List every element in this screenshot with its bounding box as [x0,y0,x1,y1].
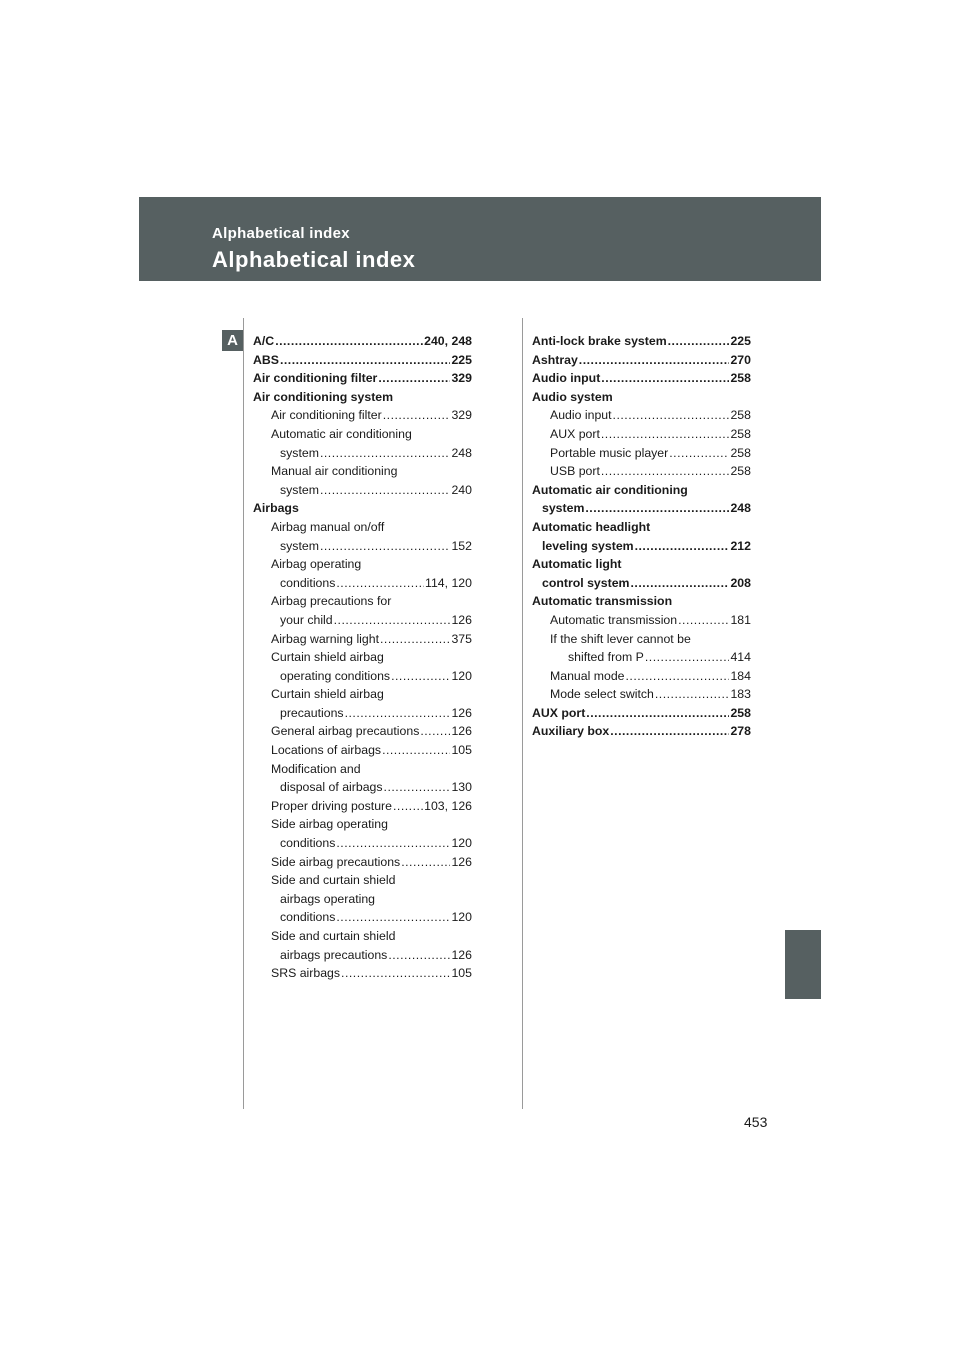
index-entry-page: 114, 120 [425,575,472,590]
index-entry [532,332,751,351]
dot-leader [586,704,729,723]
dot-leader [601,369,729,388]
index-entry-label: Airbag manual on/off [271,519,385,534]
index-entry-page: 329 [451,371,472,386]
index-entry-label: Manual air conditioning [271,464,398,479]
index-entry-page: 240 [451,482,472,497]
dot-leader [601,425,730,444]
dot-leader [585,499,729,518]
index-entry-page: 258 [730,426,751,441]
index-entry-label: If the shift lever cannot be [550,631,691,646]
index-entry-label: conditions [280,910,336,925]
index-entry-label: shifted from P [568,650,644,665]
index-entry-page: 278 [730,724,751,739]
dot-leader [601,462,730,481]
index-entry-label: Automatic transmission [532,594,673,609]
dot-leader [280,351,451,370]
index-entry [532,369,751,388]
index-entry-label: operating conditions [280,668,391,683]
index-entry-label: your child [280,612,333,627]
index-entry-page: 225 [730,334,751,348]
index-entry-label: Automatic air conditioning [532,482,688,497]
index-entry [253,964,472,983]
index-entry-page: 212 [730,538,751,553]
index-entry [253,871,472,890]
index-entry [253,927,472,946]
index-entry-page: 248 [730,501,751,516]
index-entry [532,555,751,574]
dot-leader [275,332,423,351]
index-entry-label: AUX port [532,705,586,720]
index-entry-page: 208 [730,575,751,590]
index-entry-label: Curtain shield airbag [271,650,384,665]
dot-leader [341,964,450,983]
index-entry [253,741,472,760]
index-entry [253,722,472,741]
index-entry-page: 414 [730,650,751,665]
index-entry [532,685,751,704]
page-number: 453 [744,1114,768,1130]
index-entry [253,834,472,853]
dot-leader [320,537,451,556]
index-entry [532,704,751,723]
index-entry [253,797,472,816]
index-entry-page: 184 [730,668,751,683]
index-entry [532,611,751,630]
index-entry-page: 240, 248 [424,334,472,348]
index-entry-label: Proper driving posture [271,798,392,813]
dot-leader [378,369,450,388]
section-letter-badge: A [222,330,243,351]
index-entry [253,815,472,834]
index-entry [253,778,472,797]
dot-leader [380,630,450,649]
index-entry-label: Curtain shield airbag [271,687,384,702]
index-entry-label: Audio system [532,389,613,404]
dot-leader [613,406,730,425]
dot-leader [635,537,730,556]
index-entry [253,704,472,723]
index-entry-label: Side and curtain shield [271,929,396,943]
dot-leader [391,667,450,686]
index-entry [253,611,472,630]
chapter-subtitle: Alphabetical index [212,225,350,242]
dot-leader [388,946,450,965]
index-entry-label: system [280,538,319,553]
index-entry-page: 105 [451,966,472,981]
index-entry-page: 248 [451,445,472,460]
index-entry-page: 258 [730,371,751,386]
index-entry [532,667,751,686]
index-entry-label: Airbag operating [271,557,362,572]
index-entry-label: Air conditioning system [253,389,394,404]
dot-leader [334,611,451,630]
index-entry [253,351,472,370]
index-entry-label: airbags precautions [280,947,388,962]
index-entry [532,388,751,407]
index-entry [532,722,751,741]
dot-leader [668,332,730,351]
index-entry-label: system [280,445,319,460]
index-entry-label: airbags operating [280,891,376,906]
index-entry-page: 105 [451,743,472,758]
index-entry-label: Auxiliary box [532,724,610,739]
dot-leader [420,722,450,741]
index-entry-label: conditions [280,575,336,590]
index-entry-page: 126 [451,612,472,627]
index-entry [532,499,751,518]
index-entry-label: AUX port [550,426,600,441]
index-entry [253,406,472,425]
dot-leader [345,704,451,723]
index-entry-label: General airbag precautions [271,724,420,739]
index-entry [253,630,472,649]
index-entry-page: 126 [451,724,472,739]
index-entry-label: Audio input [550,408,612,423]
page-title: Alphabetical index [212,247,416,272]
dot-leader [320,444,451,463]
index-entry-label: Side and curtain shield [271,873,396,888]
index-entry-label: Ashtray [532,352,578,367]
dot-leader [630,574,729,593]
index-entry-label: A/C [253,334,275,348]
dot-leader [655,685,730,704]
index-entry-page: 126 [451,854,472,869]
index-entry-page: 258 [730,408,751,423]
index-entry [253,499,472,518]
index-entry [253,667,472,686]
index-entry-label: Side airbag operating [271,817,388,832]
index-entry [532,574,751,593]
index-entry-page: 258 [730,464,751,479]
index-entry [253,388,472,407]
index-entry-label: Mode select switch [550,687,654,702]
index-entry [532,444,751,463]
index-entry-page: 130 [451,780,472,795]
index-entry [532,425,751,444]
index-entry-page: 120 [451,910,472,925]
index-column-left [253,332,472,983]
index-entry [532,351,751,370]
dot-leader [401,853,450,872]
index-entry-page: 120 [451,668,472,683]
index-entry-label: Portable music player [550,445,669,460]
index-entry-page: 120 [451,836,472,851]
dot-leader [336,574,424,593]
index-entry [253,444,472,463]
dot-leader [382,741,450,760]
index-entry [253,425,472,444]
index-entry-label: Air conditioning filter [253,371,378,386]
index-entry-label: Air conditioning filter [271,408,382,423]
index-entry-label: Airbag warning light [271,631,380,646]
index-entry-page: 375 [451,631,472,646]
index-entry-label: ABS [253,352,279,367]
dot-leader [626,667,730,686]
column-divider-left [243,318,244,1109]
index-entry-page: 258 [730,705,751,720]
index-entry-label: Audio input [532,371,601,386]
chapter-thumb-tab [785,930,821,999]
index-entry [253,648,472,667]
index-entry [532,537,751,556]
index-entry [532,462,751,481]
index-entry [253,908,472,927]
dot-leader [645,648,730,667]
index-entry-page: 258 [730,445,751,460]
index-entry-label: Anti-lock brake system [532,334,667,348]
index-entry-page: 152 [451,538,472,553]
index-entry [253,853,472,872]
index-entry [253,462,472,481]
index-entry-label: Locations of airbags [271,743,382,758]
index-entry [253,574,472,593]
index-entry [253,592,472,611]
index-entry-label: USB port [550,464,600,479]
index-entry-label: Automatic air conditioning [271,426,412,441]
index-entry [532,518,751,537]
index-entry-label: disposal of airbags [280,780,383,795]
index-entry-label: system [542,501,585,516]
index-entry-page: 329 [451,408,472,423]
dot-leader [610,722,729,741]
index-entry [253,555,472,574]
index-entry [532,481,751,500]
dot-leader [678,611,729,630]
index-entry-label: Airbag precautions for [271,594,392,609]
index-entry [253,760,472,779]
index-entry-label: Automatic transmission [550,612,678,627]
index-entry [253,369,472,388]
index-entry-label: leveling system [542,538,634,553]
dot-leader [579,351,730,370]
index-entry-label: Manual mode [550,668,625,683]
index-entry-page: 183 [730,687,751,702]
dot-leader [384,778,451,797]
dot-leader [393,797,423,816]
index-entry [253,890,472,909]
index-column-right [532,332,751,741]
index-entry [532,648,751,667]
index-entry-page: 181 [730,612,751,627]
index-entry-label: Automatic light [532,557,622,572]
index-entry-page: 270 [730,352,751,367]
index-entry [532,406,751,425]
chapter-header [139,197,821,281]
index-entry [253,518,472,537]
index-entry [253,946,472,965]
index-entry-page: 103, 126 [424,798,472,813]
index-entry-label: system [280,482,319,497]
dot-leader [669,444,729,463]
index-entry [532,630,751,649]
index-entry [253,481,472,500]
index-entry [532,592,751,611]
dot-leader [383,406,451,425]
index-entry [253,332,472,351]
index-entry-page: 126 [451,705,472,720]
index-entry [253,685,472,704]
index-entry-label: control system [542,575,630,590]
index-entry-label: conditions [280,836,336,851]
index-entry [253,537,472,556]
dot-leader [320,481,451,500]
index-entry-page: 225 [451,352,472,367]
index-entry-label: Airbags [253,501,299,516]
index-entry-label: Modification and [271,761,361,776]
dot-leader [336,908,450,927]
index-entry-label: precautions [280,705,344,720]
index-entry-label: SRS airbags [271,966,341,981]
index-entry-label: Automatic headlight [532,519,651,534]
index-entry-page: 126 [451,947,472,962]
column-divider-right [522,318,523,1109]
index-entry-label: Side airbag precautions [271,854,401,869]
dot-leader [336,834,450,853]
